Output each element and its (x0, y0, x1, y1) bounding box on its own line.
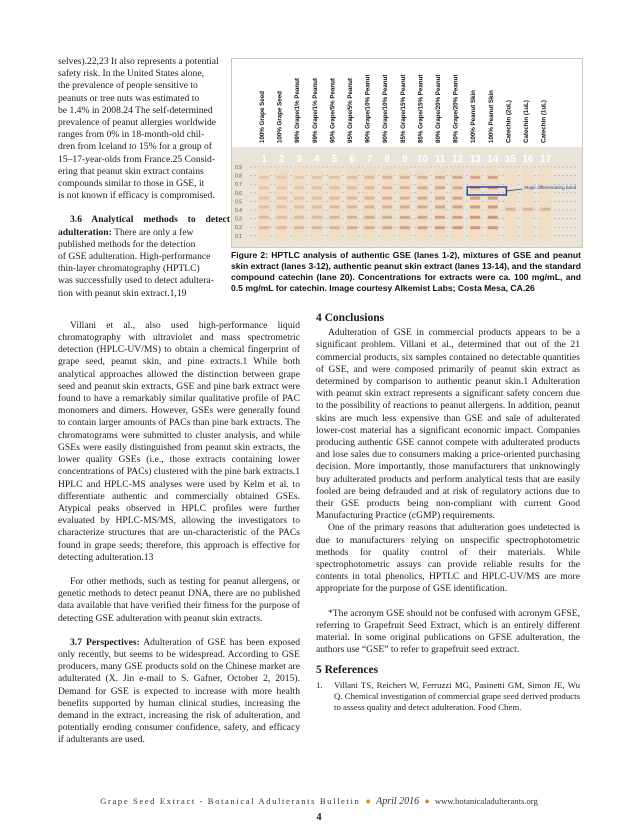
lane-band (259, 226, 269, 229)
reference-text: Villani TS, Reichert W, Ferruzzi MG, Pasinetti GM, Simon JE, Wu Q. Chemical investigation of commercial grape seed derived products to assess quality and detect adulteration. Food Chem. (334, 679, 580, 712)
figure-caption: Figure 2: HPTLC analysis of authentic GSE (lanes 1-2), mixtures of GSE and peanut skin extract (lanes 3-12), authentic peanut skin extract (lanes 13-14), and the standard compound catechin (lane 20). Concentrations for extracts were ca. 100 mg/mL, and 0.5 mg/mL for catechin. Image courtesy Alkemist Labs; Costa Mesa, CA.26 (231, 250, 581, 293)
lane-label: 85% Grape/15% Peanut (417, 74, 425, 143)
lane-label: 100% Peanut Skin (487, 90, 495, 143)
hptlc-plate (232, 59, 582, 247)
other-methods-paragraph: For other methods, such as testing for peanut allergens, or genetic methods to detect peanut DNA, there are no published data available that have verified their fitness for the purpose of detecting GSE adulteration with peanut skin extracts. (58, 575, 300, 624)
lane-number: 5 (331, 154, 338, 165)
lane-number: 3 (296, 154, 302, 165)
lane-number: 13 (469, 154, 481, 165)
lane-number: 8 (384, 154, 390, 165)
lane-band (417, 176, 427, 179)
section-3-6-line: There are only a few (114, 226, 194, 238)
lane-band (417, 186, 427, 189)
section-3-6-line: of GSE adulteration. High-performance (58, 251, 211, 263)
lane-band (400, 186, 410, 189)
intro-line: the prevalence of people sensitive to (58, 80, 198, 92)
lane-band (365, 216, 375, 219)
lane-band (347, 216, 357, 219)
rf-tick-label: 0.3 (235, 216, 242, 223)
rf-tick-label: 0.5 (235, 199, 242, 206)
intro-line: selves).22,23 It also represents a potential (58, 56, 219, 67)
lane-band (277, 216, 287, 219)
lane-band (488, 176, 498, 179)
lane-band (523, 208, 533, 211)
lane-band (365, 197, 375, 200)
lane-band (365, 176, 375, 179)
bullet-icon: ● (365, 796, 371, 806)
lane-band (277, 205, 287, 208)
lane-band (400, 205, 410, 208)
lane-label: Catechin (1uL) (540, 100, 548, 143)
lane-band (382, 186, 392, 189)
lane-band (453, 226, 463, 229)
intro-line: 15–17-year-olds from France.25 Consid- (58, 153, 216, 165)
bullet-icon: ● (424, 796, 430, 806)
lane-band (312, 216, 322, 219)
lane-label: 99% Grape/1% Peanut (311, 78, 319, 143)
lane-band (259, 205, 269, 208)
lane-label: 95% Grape/5% Peanut (347, 78, 354, 143)
intro-line: peanuts or tree nuts was estimated to (58, 92, 200, 104)
intro-line: ranges from 0% in 18-month-old chil- (58, 129, 205, 141)
lane-band (453, 176, 463, 179)
lane-band (400, 197, 410, 200)
lane-number: 4 (314, 154, 320, 165)
rf-tick-label: 0.1 (235, 233, 242, 240)
lane-band (453, 197, 463, 200)
references-heading: 5 References (316, 664, 379, 677)
lane-band (488, 226, 498, 229)
lane-band (417, 205, 427, 208)
lane (540, 167, 552, 241)
lane-number: 9 (402, 154, 408, 165)
reference-item (316, 680, 580, 713)
intro-line: ering that peanut skin extract contains (58, 165, 204, 177)
lane-number: 11 (434, 154, 446, 165)
lane-label: 80% Grape/20% Peanut (452, 74, 460, 143)
lane-band (277, 176, 287, 179)
lane-band (435, 216, 445, 219)
section-3-6-line: was successfully used to detect adultera- (58, 275, 214, 287)
lane (522, 167, 534, 241)
conclusions-heading: 4 Conclusions (316, 312, 385, 324)
lane-band (294, 197, 304, 200)
lane-band (347, 176, 357, 179)
lane-number: 1 (261, 154, 267, 165)
lane-band (259, 176, 269, 179)
lane-band (329, 216, 339, 219)
lane-number: 7 (366, 154, 373, 165)
hptlc-plate-figure (231, 58, 583, 248)
lane (504, 167, 516, 241)
rf-tick-label: 0.4 (235, 208, 242, 214)
rf-tick-label: 0.8 (235, 173, 242, 180)
lane-number: 17 (540, 154, 552, 165)
lane-band (453, 216, 463, 219)
lane-band (417, 216, 427, 219)
lane-band (417, 226, 427, 229)
lane-label: 90% Grape/10% Peanut (364, 74, 372, 143)
rf-tick-label: 0.9 (235, 165, 242, 171)
lane-band (382, 197, 392, 200)
rf-tick-label: 0.6 (235, 190, 242, 197)
section-3-6-heading: 3.6 Analytical methods to detect adulteration: (58, 214, 230, 238)
lane-band (347, 226, 357, 229)
intro-line: compounds similar to those in GSE, it (58, 178, 205, 190)
lane-band (382, 216, 392, 219)
lane-band (400, 226, 410, 229)
lane-number: 15 (504, 154, 516, 165)
lane-label: 90% Grape/10% Peanut (382, 74, 390, 143)
lane-band (329, 176, 339, 179)
lane-band (329, 186, 339, 189)
lane-number: 16 (522, 154, 534, 165)
journal-name: Grape Seed Extract - Botanical Adulterants Bulletin (100, 796, 361, 806)
lane-band (259, 216, 269, 219)
lane-number: 10 (416, 154, 428, 165)
page-footer (0, 796, 638, 807)
lane-label: 100% Grape Seed (259, 91, 266, 143)
lane-band (312, 226, 322, 229)
lane-band (294, 186, 304, 189)
reference-number: 1. (316, 679, 323, 690)
lane-label: 85% Grape/15% Peanut (399, 74, 407, 143)
lane-band (435, 186, 445, 189)
issue-date: April 2016 (376, 796, 420, 807)
lane-label: 100% Grape Seed (276, 91, 284, 143)
marker-label: Major differentiating band (524, 185, 577, 190)
section-3-7 (58, 637, 300, 747)
lane-number: 6 (349, 154, 355, 165)
lane-band (347, 197, 357, 200)
right-column (316, 312, 580, 713)
lane-band (470, 205, 480, 208)
lane-band (435, 197, 445, 200)
lane-band (435, 226, 445, 229)
lane-band (488, 205, 498, 208)
lane-band (470, 176, 480, 179)
lane-label: Catechin (1uL) (523, 100, 530, 143)
conclusions-paragraph: One of the primary reasons that adulteration goes undetected is due to manufacturers relying on unspecific spectrophotometric methods for quality control of their materials. While spectrophotometric assays can provide reliable results for the contents in total phenolics, HPTLC and HPLC-UV/MS are more appropriate for the purpose of GSE identification. (316, 522, 580, 595)
lane-band (453, 205, 463, 208)
intro-line: be 1.4% in 2008.24 The self-determined (58, 104, 213, 116)
section-3-6 (58, 214, 230, 299)
lane-band (259, 186, 269, 189)
lane-band (505, 208, 515, 211)
lane-band (277, 197, 287, 200)
lane-band (488, 216, 498, 219)
lane-band (435, 205, 445, 208)
section-3-7-heading: 3.7 Perspectives: (70, 636, 140, 648)
page-number: 4 (316, 812, 322, 823)
lane-label: 99% Grape/1% Peanut (294, 78, 302, 143)
rf-tick-label: 0.7 (235, 182, 242, 189)
footnote: *The acronym GSE should not be confused with acronym GFSE, referring to Grapefruit Seed Extract, which is an entirely different material. In some original publications on GFSE adulteration, the authors use “GSE” to refer to grapefruit seed extract. (316, 607, 580, 656)
website-link[interactable]: www.botanicaladulterants.org (434, 796, 538, 806)
lane-band (470, 216, 480, 219)
lane-band (435, 176, 445, 179)
lane-band (470, 197, 480, 200)
section-3-7-body: Adulteration of GSE has been exposed only recently, but seems to be widespread. According to GSE producers, many GSE products sold on the Chinese market are adulterated (X. Jin e-mail to S. Gafner, October 2, 2015). Demand for GSE is expected to increase with more health benefits supported by human clinical studies, increasing the demand in the extract, increasing the risk of adulteration, and potentially eroding consumer confidence, safety, and efficacy if adulterants are used. (58, 636, 300, 746)
rf-tick-label: 0.2 (235, 225, 242, 232)
lane-band (312, 205, 322, 208)
lane-label: 80% Grape/20% Peanut (435, 74, 442, 143)
section-3-6-line: tion with peanut skin extract.1,19 (58, 287, 187, 299)
lane-band (382, 176, 392, 179)
lane-band (365, 205, 375, 208)
lane-band (312, 197, 322, 200)
lane-band (259, 197, 269, 200)
lane-number: 14 (487, 154, 499, 165)
lane-number: 12 (452, 154, 464, 165)
lane-band (470, 226, 480, 229)
intro-line: safety risk. In the United States alone, (58, 68, 205, 80)
lane-label: 100% Peanut Skin (470, 90, 478, 143)
lane-band (312, 186, 322, 189)
lane-band (329, 205, 339, 208)
lane-label: Catechin (2uL) (505, 100, 513, 143)
villani-paragraph: Villani et al., also used high-performance liquid chromatography with ultraviolet and mass spectrometric detection (HPLC-UV/MS) to obtain a chemical fingerprint of grape seed, peanut skin, and pine extracts.1 While both analytical approaches allowed the distinction between grape seed and peanut skin extracts, GSE and pine bark extract were found to have a remarkably similar qualitative profile of PAC monomers and dimers. However, GSEs were generally found to contain larger amounts of PACs than pine bark extracts. The chromatograms were submitted to cluster analysis, and while GSEs were easily distinguished from peanut skin extracts, the lower quality GSEs (i.e., those extracts containing lower concentrations of PACs) clustered with the pine bark extracts.1 HPLC and HPLC-MS analyses were used by Kelm et al. to differentiate authentic and commercially obtained GSEs. Atypical peaks observed in HPLC profiles were further evaluated by HPLC-MS/MS, allowing the investigators to characterize structures that are un-characteristic of the PACs found in grape seeds; therefore, this approach is effective for detecting adulteration.13 (58, 319, 300, 563)
conclusions-paragraph: Adulteration of GSE in commercial products appears to be a significant problem. Villani et al., determined that out of the 21 commercial products, six samples contained no detectable quantities of GSE, and were composed primarily of peanut skin extract as determined by comparison to authentic peanut skin.1 Adulteration with peanut skin extract represents a significant safety concern due to the possibility of reactions to peanut allergens. In addition, peanut skins are much less expensive than GSE and sale of adulterated lower-cost material has a significant economic impact. Companies producing authentic GSE cannot compete with adulterated products and lose sales due to consumers making a price-oriented purchasing decision. More importantly, those manufacturers that unknowingly buy adulterated products and perform analytical tests that are easily fooled are being defrauded and at risk of regulatory actions due to their GSE products being non-compliant with current Good Manufacturing Practice (cGMP) requirements. (316, 327, 580, 522)
lane-band (382, 205, 392, 208)
lane-band (488, 197, 498, 200)
lane-band (329, 197, 339, 200)
lane-label: 95% Grape/5% Peanut (329, 78, 337, 143)
lane-band (294, 205, 304, 208)
lane-band (400, 176, 410, 179)
section-3-6-line: published methods for the detection (58, 238, 196, 250)
lane-band (382, 226, 392, 229)
lane-band (294, 176, 304, 179)
lane-band (329, 226, 339, 229)
lane-band (365, 186, 375, 189)
lane-band (347, 186, 357, 189)
lane-band (277, 226, 287, 229)
section-3-6-line: thin-layer chromatography (HPTLC) (58, 263, 200, 275)
lane-band (453, 186, 463, 189)
lane-band (400, 216, 410, 219)
lane-band (365, 226, 375, 229)
lane-band (541, 208, 551, 211)
lane-band (294, 226, 304, 229)
intro-line: dren from Iceland to 15% for a group of (58, 141, 212, 153)
lane-number: 2 (278, 154, 285, 165)
intro-paragraph (58, 56, 230, 202)
intro-line: is not known if efficacy is compromised. (58, 190, 215, 202)
lane-band (312, 176, 322, 179)
lane-band (347, 205, 357, 208)
lane-band (294, 216, 304, 219)
intro-line: prevalence of peanut allergies worldwide (58, 117, 217, 129)
lane-band (277, 186, 287, 189)
lane-band (417, 197, 427, 200)
